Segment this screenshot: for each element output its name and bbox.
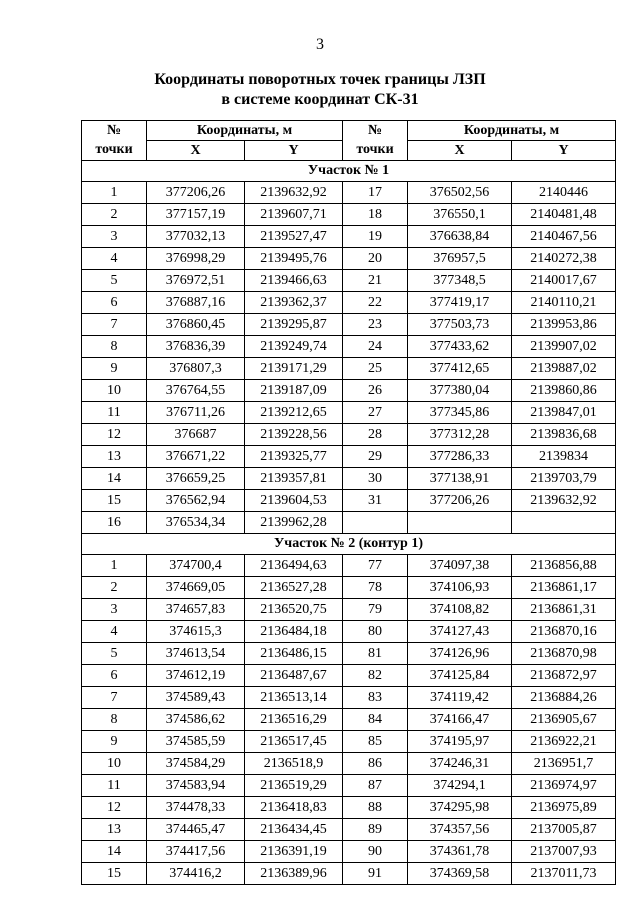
header-y-right: Y	[512, 141, 616, 161]
table-row	[82, 512, 616, 534]
coord-y-cell: 2136872,97	[512, 665, 616, 687]
point-number-cell: 12	[82, 424, 147, 446]
coord-y-cell: 2136951,7	[512, 753, 616, 775]
point-number-cell: 6	[82, 292, 147, 314]
header-num-right: №	[343, 121, 408, 141]
page-number: 3	[316, 36, 324, 53]
coord-x-cell: 374166,47	[408, 709, 512, 731]
coord-y-cell: 2136516,29	[245, 709, 343, 731]
coord-x-cell: 376534,34	[147, 512, 245, 534]
coord-x-cell: 376860,45	[147, 314, 245, 336]
coord-x-cell: 377433,62	[408, 336, 512, 358]
point-number-cell: 11	[82, 402, 147, 424]
coord-y-cell: 2136856,88	[512, 555, 616, 577]
section-header-row	[82, 161, 616, 182]
point-number-cell: 27	[343, 402, 408, 424]
point-number-cell: 18	[343, 204, 408, 226]
point-number-cell: 19	[343, 226, 408, 248]
coord-x-cell: 374669,05	[147, 577, 245, 599]
coordinates-table	[81, 120, 616, 885]
coord-y-cell: 2139632,92	[245, 182, 343, 204]
coord-y-cell: 2136975,89	[512, 797, 616, 819]
coord-x-cell: 377419,17	[408, 292, 512, 314]
table-row	[82, 841, 616, 863]
point-number-cell: 78	[343, 577, 408, 599]
coord-y-cell: 2139604,53	[245, 490, 343, 512]
point-number-cell: 15	[82, 490, 147, 512]
point-number-cell: 1	[82, 182, 147, 204]
point-number-cell: 7	[82, 314, 147, 336]
coord-y-cell: 2139860,86	[512, 380, 616, 402]
point-number-cell: 2	[82, 577, 147, 599]
coord-x-cell: 374586,62	[147, 709, 245, 731]
coord-y-cell: 2140110,21	[512, 292, 616, 314]
coord-y-cell: 2139249,74	[245, 336, 343, 358]
point-number-cell: 29	[343, 446, 408, 468]
section-label: Участок № 2 (контур 1)	[82, 534, 616, 555]
coord-x-cell: 376687	[147, 424, 245, 446]
title-line-2: в системе координат СК-31	[221, 91, 419, 108]
coord-x-cell: 377348,5	[408, 270, 512, 292]
point-number-cell: 26	[343, 380, 408, 402]
table-row	[82, 248, 616, 270]
coord-y-cell: 2140467,56	[512, 226, 616, 248]
coord-y-cell: 2139325,77	[245, 446, 343, 468]
coord-y-cell: 2136974,97	[512, 775, 616, 797]
coord-x-cell: 374585,59	[147, 731, 245, 753]
table-row	[82, 709, 616, 731]
coord-y-cell: 2136518,9	[245, 753, 343, 775]
header-x-right: X	[408, 141, 512, 161]
coord-x-cell: 377032,13	[147, 226, 245, 248]
coord-x-cell: 374246,31	[408, 753, 512, 775]
coord-x-cell: 377380,04	[408, 380, 512, 402]
coord-x-cell: 374097,38	[408, 555, 512, 577]
coord-x-cell: 374106,93	[408, 577, 512, 599]
table-row	[82, 490, 616, 512]
point-number-cell: 17	[343, 182, 408, 204]
point-number-cell: 10	[82, 380, 147, 402]
point-number-cell: 14	[82, 841, 147, 863]
point-number-cell: 8	[82, 709, 147, 731]
table-row	[82, 336, 616, 358]
coord-x-cell: 374583,94	[147, 775, 245, 797]
coord-x-cell: 376998,29	[147, 248, 245, 270]
point-number-cell: 28	[343, 424, 408, 446]
coord-x-cell: 376836,39	[147, 336, 245, 358]
coord-x-cell: 374295,98	[408, 797, 512, 819]
coord-x-cell: 377345,86	[408, 402, 512, 424]
point-number-cell: 80	[343, 621, 408, 643]
coord-x-cell: 376957,5	[408, 248, 512, 270]
coord-y-cell: 2137007,93	[512, 841, 616, 863]
point-number-cell: 77	[343, 555, 408, 577]
table-row	[82, 819, 616, 841]
table-header-row-2	[82, 141, 616, 161]
point-number-cell: 30	[343, 468, 408, 490]
coord-x-cell: 374613,54	[147, 643, 245, 665]
coord-y-cell: 2139495,76	[245, 248, 343, 270]
coord-x-cell: 377206,26	[147, 182, 245, 204]
coord-y-cell: 2137011,73	[512, 863, 616, 885]
point-number-cell: 23	[343, 314, 408, 336]
coord-y-cell: 2136527,28	[245, 577, 343, 599]
coord-y-cell: 2136484,18	[245, 621, 343, 643]
point-number-cell: 2	[82, 204, 147, 226]
coord-y-cell: 2136389,96	[245, 863, 343, 885]
table-row	[82, 380, 616, 402]
coord-y-cell: 2139357,81	[245, 468, 343, 490]
coord-y-cell: 2136513,14	[245, 687, 343, 709]
point-number-cell: 79	[343, 599, 408, 621]
coord-x-cell: 376671,22	[147, 446, 245, 468]
coord-y-cell: 2139607,71	[245, 204, 343, 226]
coord-y-cell: 2139212,65	[245, 402, 343, 424]
coord-x-cell: 374369,58	[408, 863, 512, 885]
point-number-cell: 10	[82, 753, 147, 775]
point-number-cell: 90	[343, 841, 408, 863]
coord-x-cell: 374195,97	[408, 731, 512, 753]
point-number-cell: 3	[82, 226, 147, 248]
coord-x-cell: 377286,33	[408, 446, 512, 468]
point-number-cell: 4	[82, 248, 147, 270]
point-number-cell: 8	[82, 336, 147, 358]
coord-x-cell: 374657,83	[147, 599, 245, 621]
point-number-cell: 3	[82, 599, 147, 621]
coord-y-cell: 2139907,02	[512, 336, 616, 358]
coord-x-cell: 374119,42	[408, 687, 512, 709]
point-number-cell: 5	[82, 643, 147, 665]
point-number-cell: 81	[343, 643, 408, 665]
point-number-cell: 24	[343, 336, 408, 358]
coord-y-cell: 2140481,48	[512, 204, 616, 226]
table-row	[82, 424, 616, 446]
point-number-cell: 11	[82, 775, 147, 797]
header-y-left: Y	[245, 141, 343, 161]
header-num-label-right: точки	[343, 141, 408, 161]
table-row	[82, 314, 616, 336]
coord-y-cell: 2136519,29	[245, 775, 343, 797]
coord-y-cell: 2139887,02	[512, 358, 616, 380]
point-number-cell: 12	[82, 797, 147, 819]
coord-y-cell: 2136884,26	[512, 687, 616, 709]
point-number-cell: 31	[343, 490, 408, 512]
table-row	[82, 775, 616, 797]
coord-x-cell: 376502,56	[408, 182, 512, 204]
point-number-cell: 4	[82, 621, 147, 643]
coord-y-cell: 2136494,63	[245, 555, 343, 577]
coord-y-cell: 2139171,29	[245, 358, 343, 380]
table-row	[82, 863, 616, 885]
coord-x-cell: 376550,1	[408, 204, 512, 226]
coord-x-cell: 377412,65	[408, 358, 512, 380]
coord-x-cell: 376887,16	[147, 292, 245, 314]
coord-y-cell: 2139527,47	[245, 226, 343, 248]
table-row	[82, 753, 616, 775]
point-number-cell: 83	[343, 687, 408, 709]
coord-y-cell: 2136870,16	[512, 621, 616, 643]
table-row	[82, 402, 616, 424]
coord-y-cell	[512, 512, 616, 534]
coord-y-cell: 2139836,68	[512, 424, 616, 446]
coord-y-cell: 2139187,09	[245, 380, 343, 402]
coord-y-cell: 2139362,37	[245, 292, 343, 314]
coord-y-cell: 2139962,28	[245, 512, 343, 534]
table-row	[82, 555, 616, 577]
coord-x-cell: 374357,56	[408, 819, 512, 841]
point-number-cell: 85	[343, 731, 408, 753]
coord-x-cell: 374612,19	[147, 665, 245, 687]
coord-x-cell: 374416,2	[147, 863, 245, 885]
coord-x-cell: 374127,43	[408, 621, 512, 643]
table-row	[82, 621, 616, 643]
coord-y-cell: 2139834	[512, 446, 616, 468]
coord-x-cell: 374615,3	[147, 621, 245, 643]
coord-x-cell: 374417,56	[147, 841, 245, 863]
table-row	[82, 665, 616, 687]
table-row	[82, 731, 616, 753]
point-number-cell: 91	[343, 863, 408, 885]
table-row	[82, 643, 616, 665]
coord-x-cell: 376638,84	[408, 226, 512, 248]
point-number-cell: 21	[343, 270, 408, 292]
coord-y-cell: 2137005,87	[512, 819, 616, 841]
table-row	[82, 446, 616, 468]
point-number-cell: 13	[82, 446, 147, 468]
document-title	[0, 70, 640, 110]
table-row	[82, 577, 616, 599]
coord-y-cell: 2136905,67	[512, 709, 616, 731]
point-number-cell: 9	[82, 731, 147, 753]
table-row	[82, 204, 616, 226]
coord-x-cell: 376764,55	[147, 380, 245, 402]
point-number-cell: 22	[343, 292, 408, 314]
coord-y-cell: 2140272,38	[512, 248, 616, 270]
table-header-row-1	[82, 121, 616, 141]
point-number-cell: 1	[82, 555, 147, 577]
point-number-cell: 9	[82, 358, 147, 380]
point-number-cell: 13	[82, 819, 147, 841]
point-number-cell: 7	[82, 687, 147, 709]
coord-x-cell: 374125,84	[408, 665, 512, 687]
header-num: №	[82, 121, 147, 141]
coord-x-cell: 374700,4	[147, 555, 245, 577]
coord-x-cell: 374361,78	[408, 841, 512, 863]
coord-y-cell: 2136486,15	[245, 643, 343, 665]
point-number-cell: 82	[343, 665, 408, 687]
coord-y-cell: 2136922,21	[512, 731, 616, 753]
point-number-cell: 16	[82, 512, 147, 534]
coord-y-cell: 2136434,45	[245, 819, 343, 841]
coord-y-cell: 2136487,67	[245, 665, 343, 687]
coord-x-cell: 376807,3	[147, 358, 245, 380]
coord-x-cell: 374589,43	[147, 687, 245, 709]
coord-x-cell	[408, 512, 512, 534]
coord-y-cell: 2136391,19	[245, 841, 343, 863]
coord-y-cell: 2139953,86	[512, 314, 616, 336]
point-number-cell: 25	[343, 358, 408, 380]
coord-x-cell: 377138,91	[408, 468, 512, 490]
coord-x-cell: 376711,26	[147, 402, 245, 424]
coord-y-cell: 2140446	[512, 182, 616, 204]
coord-x-cell: 377157,19	[147, 204, 245, 226]
point-number-cell: 15	[82, 863, 147, 885]
header-num-label: точки	[82, 141, 147, 161]
table-row	[82, 292, 616, 314]
header-coords-right: Координаты, м	[408, 121, 616, 141]
coord-x-cell: 376659,25	[147, 468, 245, 490]
point-number-cell: 14	[82, 468, 147, 490]
point-number-cell: 86	[343, 753, 408, 775]
point-number-cell: 5	[82, 270, 147, 292]
coord-y-cell: 2139847,01	[512, 402, 616, 424]
coord-x-cell: 374584,29	[147, 753, 245, 775]
table-row	[82, 797, 616, 819]
coord-y-cell: 2139632,92	[512, 490, 616, 512]
coord-y-cell: 2139703,79	[512, 468, 616, 490]
table-row	[82, 599, 616, 621]
table-row	[82, 226, 616, 248]
table-row	[82, 468, 616, 490]
section-label: Участок № 1	[82, 161, 616, 182]
coord-x-cell: 377206,26	[408, 490, 512, 512]
coord-x-cell: 374126,96	[408, 643, 512, 665]
point-number-cell: 6	[82, 665, 147, 687]
coord-y-cell: 2139228,56	[245, 424, 343, 446]
coord-y-cell: 2139295,87	[245, 314, 343, 336]
coord-x-cell: 374294,1	[408, 775, 512, 797]
coord-x-cell: 377503,73	[408, 314, 512, 336]
coord-y-cell: 2136520,75	[245, 599, 343, 621]
point-number-cell: 20	[343, 248, 408, 270]
point-number-cell: 87	[343, 775, 408, 797]
point-number-cell: 84	[343, 709, 408, 731]
coord-y-cell: 2136870,98	[512, 643, 616, 665]
table-row	[82, 358, 616, 380]
coord-x-cell: 374465,47	[147, 819, 245, 841]
table-row	[82, 182, 616, 204]
coord-y-cell: 2139466,63	[245, 270, 343, 292]
coord-x-cell: 374478,33	[147, 797, 245, 819]
table-row	[82, 270, 616, 292]
point-number-cell: 89	[343, 819, 408, 841]
header-coords-left: Координаты, м	[147, 121, 343, 141]
table-row	[82, 687, 616, 709]
coord-x-cell: 377312,28	[408, 424, 512, 446]
section-header-row	[82, 534, 616, 555]
coord-y-cell: 2136861,31	[512, 599, 616, 621]
coord-y-cell: 2136517,45	[245, 731, 343, 753]
coord-y-cell: 2136418,83	[245, 797, 343, 819]
coord-x-cell: 374108,82	[408, 599, 512, 621]
point-number-cell: 88	[343, 797, 408, 819]
title-line-1: Координаты поворотных точек границы ЛЗП	[154, 71, 486, 88]
point-number-cell	[343, 512, 408, 534]
coord-x-cell: 376562,94	[147, 490, 245, 512]
coord-y-cell: 2140017,67	[512, 270, 616, 292]
header-x-left: X	[147, 141, 245, 161]
coord-y-cell: 2136861,17	[512, 577, 616, 599]
coord-x-cell: 376972,51	[147, 270, 245, 292]
